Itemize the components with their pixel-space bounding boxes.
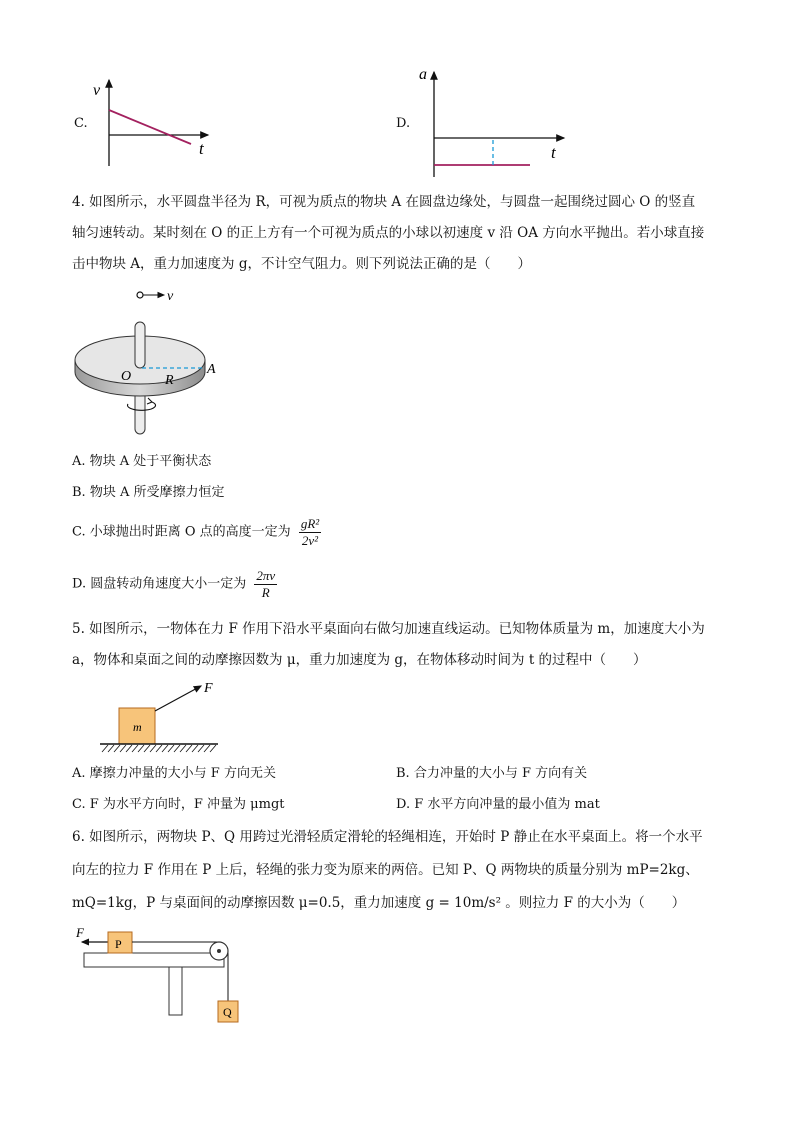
q4-stem-line1: 4. 如图所示，水平圆盘半径为 R，可视为质点的物块 A 在圆盘边缘处，与圆盘一起围绕过圆心 O 的竖直 xyxy=(72,194,696,210)
q5-option-d: D. F 水平方向冲量的最小值为 mat xyxy=(396,797,600,812)
q4-option-b: B. 物块 A 所受摩擦力恒定 xyxy=(72,485,225,500)
q6-Q-label: Q xyxy=(223,1005,232,1019)
q5-table-hatch xyxy=(102,745,216,752)
q6-pulley-figure xyxy=(70,924,250,1029)
q4-option-a: A. 物块 A 处于平衡状态 xyxy=(72,454,212,469)
q5-force-arrow xyxy=(155,686,201,711)
q4-ball xyxy=(137,292,143,298)
q4-option-d-text: D. 圆盘转动角速度大小一定为 xyxy=(72,576,247,592)
q5-stem-line1: 5. 如图所示，一物体在力 F 作用下沿水平桌面向右做匀加速直线运动。已知物体质量为 m，加速度大小为 xyxy=(72,621,705,637)
graph-d-acceleration-time xyxy=(414,62,574,182)
q4-option-d-denominator: R xyxy=(261,585,270,600)
q4-option-c-denominator: 2v² xyxy=(301,533,319,548)
q3-option-d-label: D. xyxy=(396,116,411,131)
q4-option-c-numerator: gR² xyxy=(300,516,320,531)
q4-A-label: A xyxy=(207,362,216,377)
q4-disc-figure xyxy=(68,284,238,439)
q4-option-d-fraction xyxy=(254,568,277,601)
q4-R-label: R xyxy=(165,373,174,388)
graph-d-x-label: t xyxy=(551,143,556,162)
q5-option-a: A. 摩擦力冲量的大小与 F 方向无关 xyxy=(72,766,276,781)
q4-option-c xyxy=(72,516,321,549)
q5-F-label: F xyxy=(204,681,213,696)
q4-option-c-text: C. 小球抛出时距离 O 点的高度一定为 xyxy=(72,524,291,540)
graph-c-x-label: t xyxy=(199,139,204,158)
q5-option-c: C. F 为水平方向时，F 冲量为 μmgt xyxy=(72,797,285,812)
q4-option-d-numerator: 2πv xyxy=(256,568,276,583)
q4-stem-line3: 击中物块 A，重力加速度为 g，不计空气阻力。则下列说法正确的是（ ） xyxy=(72,256,531,272)
q5-option-b: B. 合力冲量的大小与 F 方向有关 xyxy=(396,766,588,781)
q4-O-label: O xyxy=(121,369,132,384)
q4-vertical-rod xyxy=(135,322,145,368)
q6-table-leg xyxy=(169,967,182,1015)
graph-c-velocity-time xyxy=(88,72,218,172)
q4-option-c-fraction xyxy=(299,516,321,549)
graph-c-line xyxy=(109,110,191,144)
graph-d-y-label: a xyxy=(419,66,427,83)
q4-option-d xyxy=(72,568,277,601)
q3-option-c-label: C. xyxy=(74,116,88,131)
q4-stem-line2: 轴匀速转动。某时刻在 O 的正上方有一个可视为质点的小球以初速度 v 沿 OA 方向水平抛出。若小球直接 xyxy=(72,225,705,241)
q5-stem-line2: a，物体和桌面之间的动摩擦因数为 μ，重力加速度为 g，在物体移动时间为 t 的过程中（ ） xyxy=(72,652,647,668)
q5-block-figure xyxy=(96,676,226,756)
q4-v-label: v xyxy=(167,289,174,304)
q6-F-label: F xyxy=(76,925,84,940)
q6-stem-line3: mQ=1kg，P 与桌面间的动摩擦因数 μ=0.5，重力加速度 g = 10m/s² 。则拉力 F 的大小为（ ） xyxy=(72,895,686,911)
q6-stem-line1: 6. 如图所示，两物块 P、Q 用跨过光滑轻质定滑轮的轻绳相连，开始时 P 静止在水平桌面上。将一个水平 xyxy=(72,829,703,845)
q5-m-label: m xyxy=(133,720,142,734)
q6-P-label: P xyxy=(115,937,122,951)
graph-c-y-label: v xyxy=(93,82,101,99)
q6-stem-line2: 向左的拉力 F 作用在 P 上后，轻绳的张力变为原来的两倍。已知 P、Q 两物块的质量分别为 mP=2kg、 xyxy=(72,862,699,878)
q6-table-top xyxy=(84,953,224,967)
